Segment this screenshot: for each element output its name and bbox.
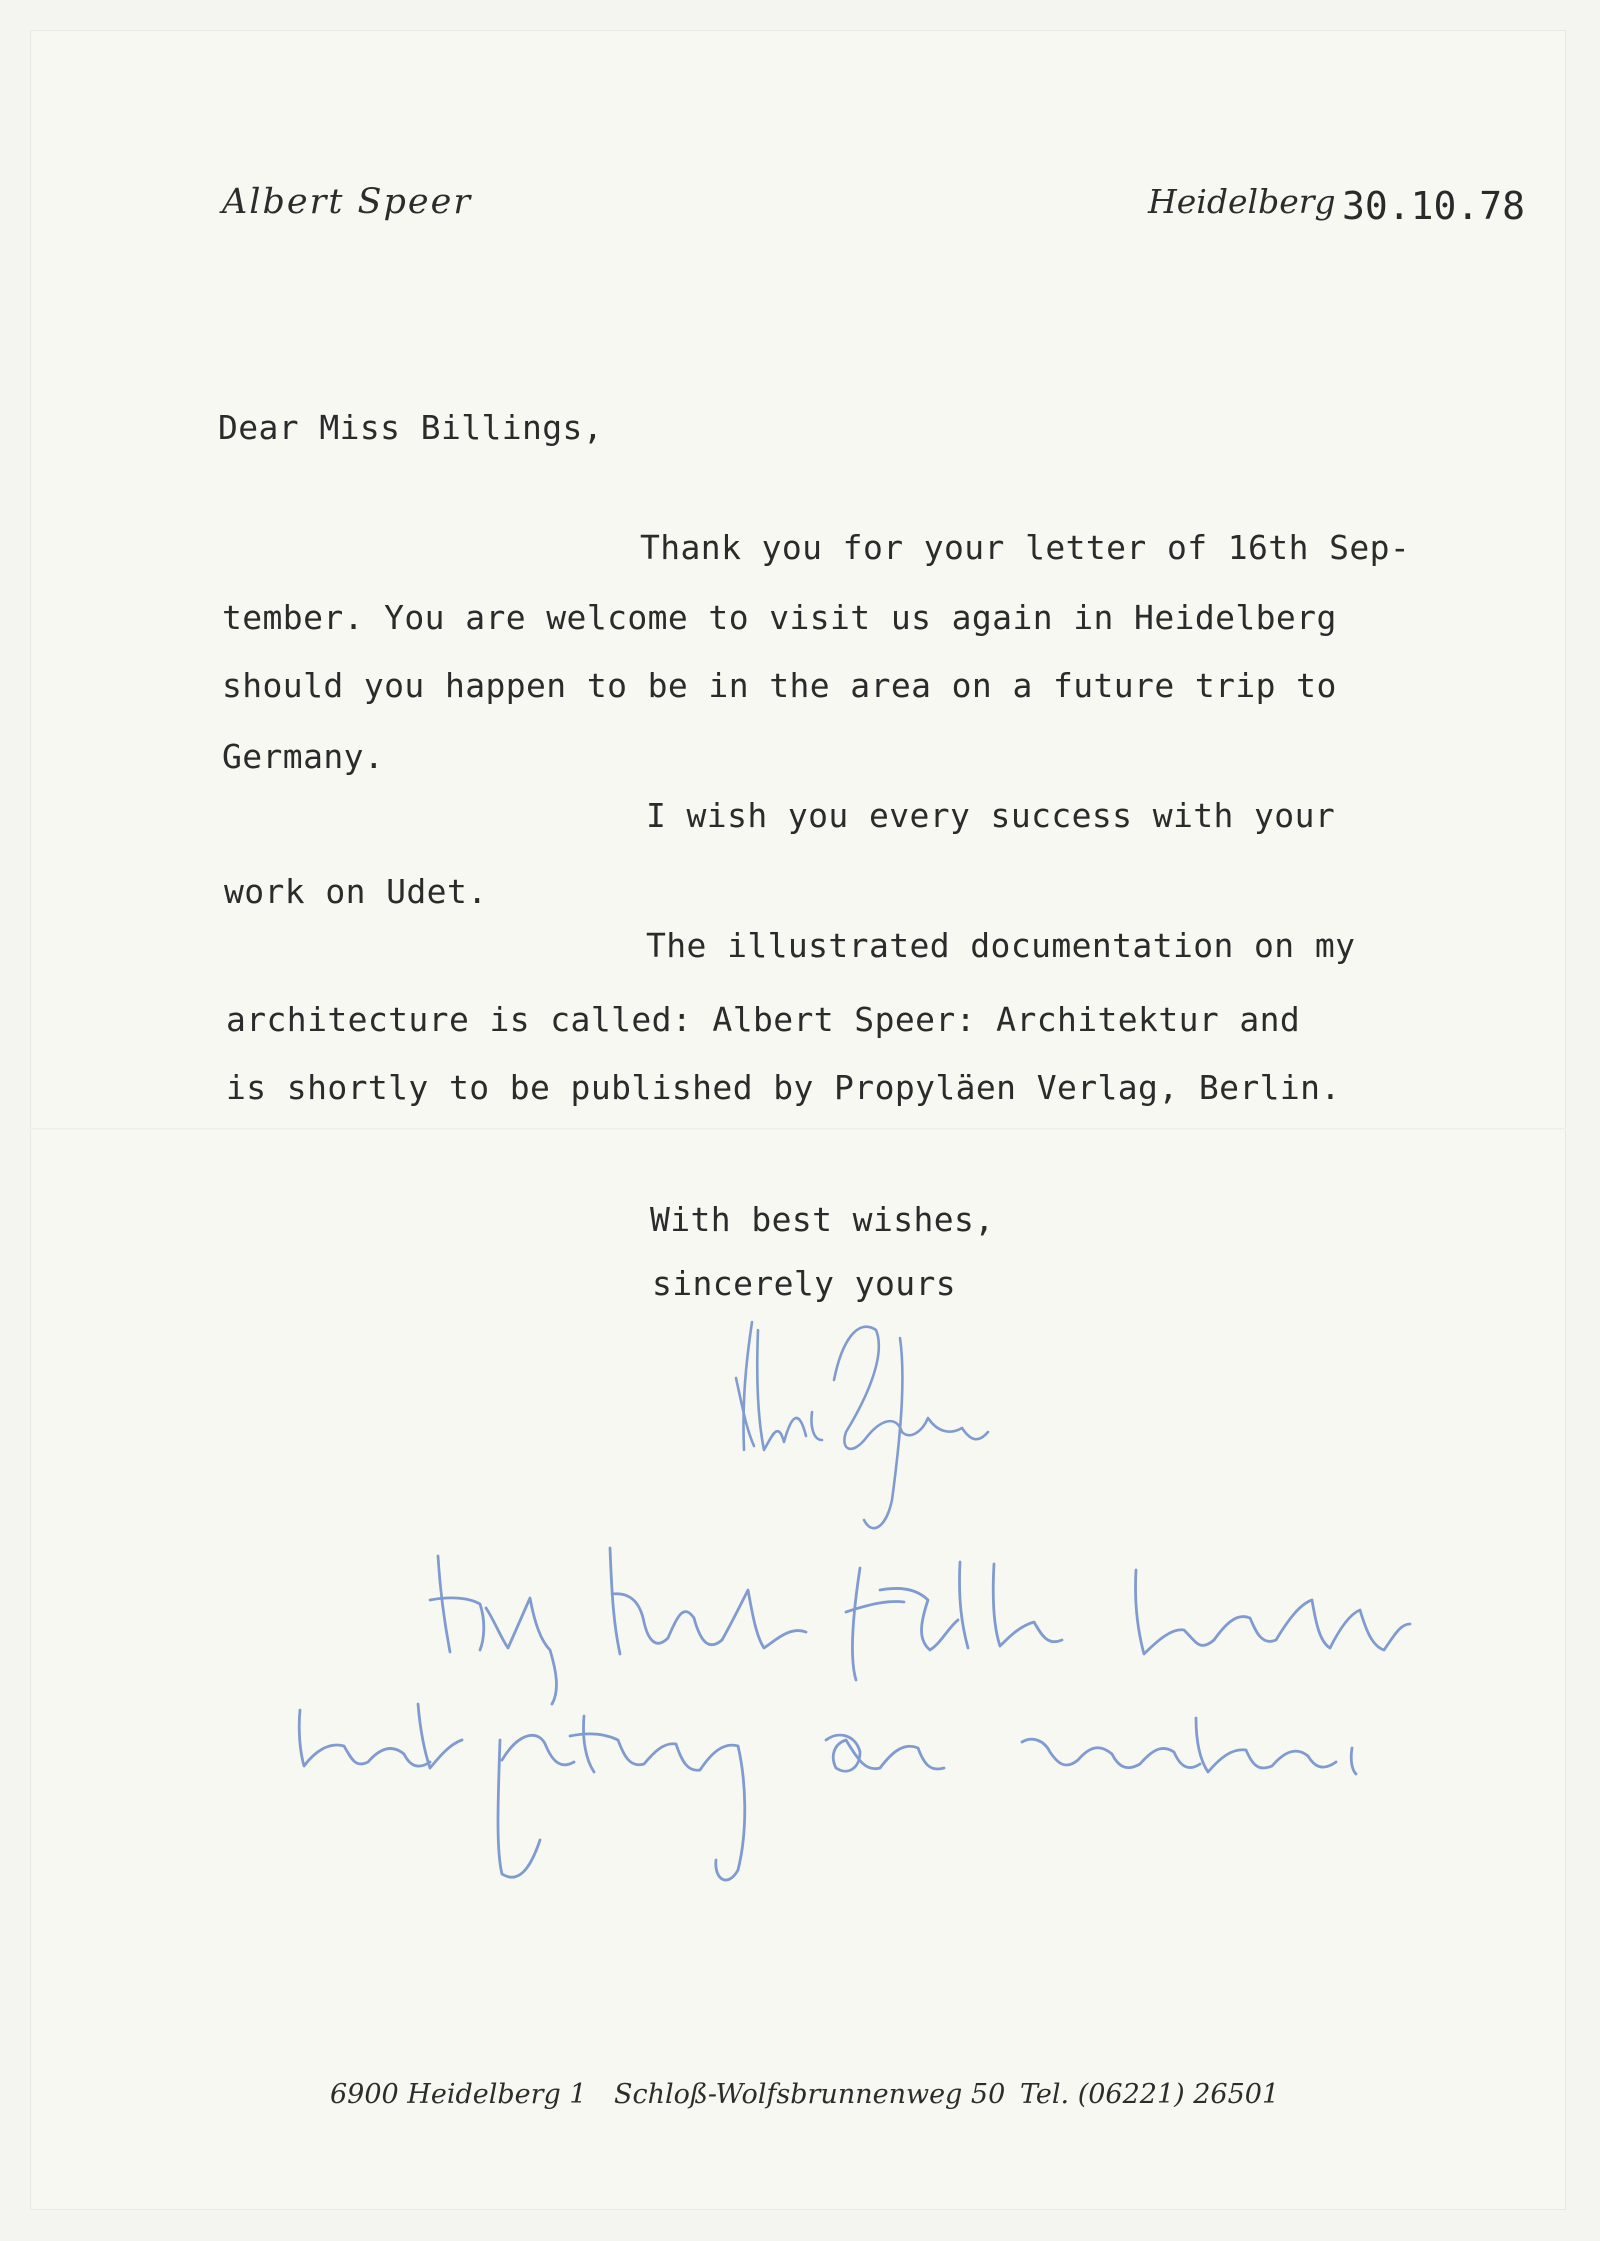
letter-date: 30.10.78 xyxy=(1342,184,1526,228)
handwritten-note xyxy=(430,1548,1410,1704)
closing-line: sincerely yours xyxy=(652,1264,957,1303)
signature xyxy=(736,1322,988,1528)
handwritten-note xyxy=(299,1704,1356,1880)
body-line: tember. You are welcome to visit us again in Heidelberg xyxy=(222,598,1337,637)
body-line: architecture is called: Albert Speer: Architektur and xyxy=(226,1000,1301,1039)
salutation: Dear Miss Billings, xyxy=(218,408,604,447)
body-line: The illustrated documentation on my xyxy=(646,926,1356,965)
body-line: Germany. xyxy=(222,737,385,776)
letterhead-name: Albert Speer xyxy=(222,182,473,222)
body-line: is shortly to be published by Propyläen Verlag, Berlin. xyxy=(226,1068,1341,1107)
letterhead-place: Heidelberg xyxy=(1148,182,1336,221)
body-line: Thank you for your letter of 16th Sep- xyxy=(640,528,1411,567)
body-line: should you happen to be in the area on a future trip to xyxy=(222,666,1337,705)
body-line: I wish you every success with your xyxy=(646,796,1336,835)
body-line: work on Udet. xyxy=(224,872,488,911)
closing-line: With best wishes, xyxy=(650,1200,995,1239)
footer-street: Schloß-Wolfsbrunnenweg 50 xyxy=(614,2079,1006,2110)
footer-phone: Tel. (06221) 26501 xyxy=(1020,2079,1280,2110)
footer-address: 6900 Heidelberg 1 xyxy=(330,2079,587,2110)
